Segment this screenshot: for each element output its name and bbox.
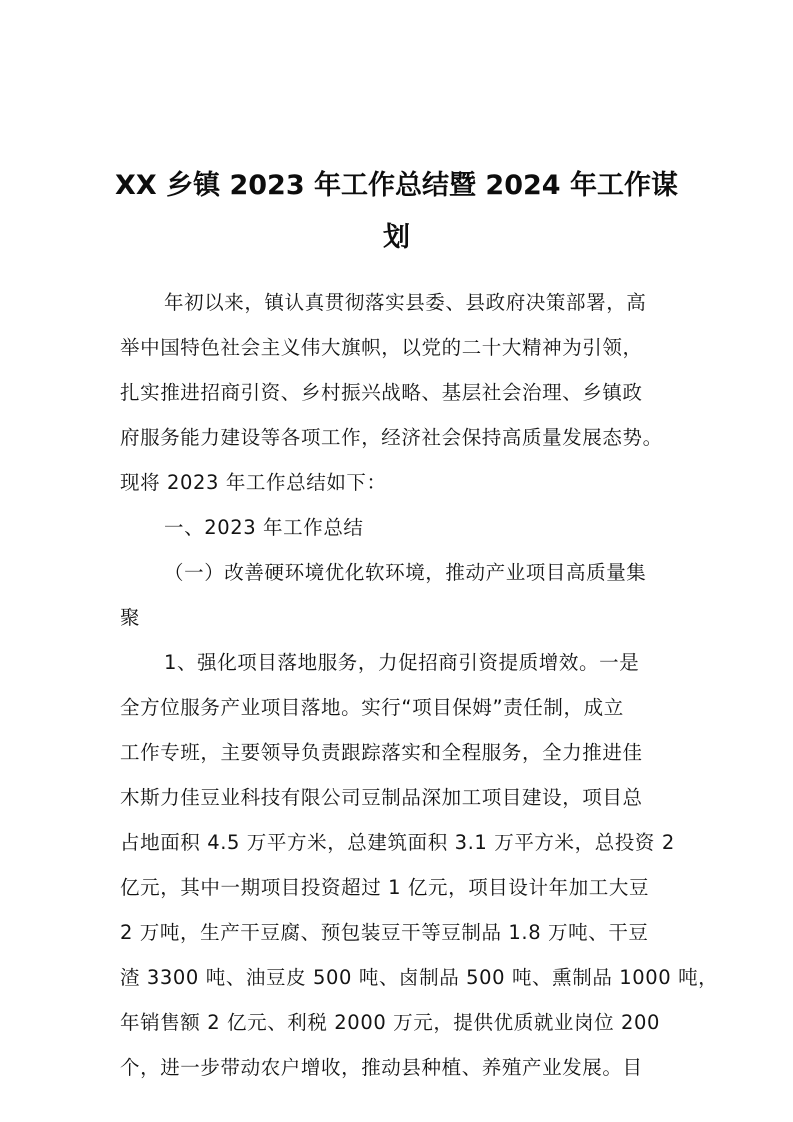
paragraph-item-1-line-4: 木斯力佳豆业科技有限公司豆制品深加工项目建设，项目总: [120, 786, 643, 809]
paragraph-item-1-line-3: 工作专班，主要领导负责跟踪落实和全程服务，全力推进佳: [120, 741, 643, 764]
paragraph-intro-line-4: 府服务能力建设等各项工作，经济社会保持高质量发展态势。: [120, 426, 663, 449]
paragraph-item-1-line-2: 全方位服务产业项目落地。实行“项目保姆”责任制，成立: [120, 696, 624, 719]
paragraph-intro-line-2: 举中国特色社会主义伟大旗帜，以党的二十大精神为引领，: [120, 336, 643, 359]
paragraph-intro-line-5: 现将 2023 年工作总结如下：: [120, 471, 387, 494]
paragraph-item-1-line-6: 亿元，其中一期项目投资超过 1 亿元，项目设计年加工大豆: [120, 876, 650, 899]
paragraph-intro-line-1: 年初以来，镇认真贯彻落实县委、县政府决策部署，高: [164, 291, 647, 314]
paragraph-item-1-line-1: 1、强化项目落地服务，力促招商引资提质增效。一是: [164, 651, 640, 674]
paragraph-item-1-line-9: 年销售额 2 亿元、利税 2000 万元，提供优质就业岗位 200: [120, 1011, 661, 1034]
section-heading-1: 一、2023 年工作总结: [164, 516, 364, 539]
subsection-heading-1-line-2: 聚: [120, 606, 141, 629]
paragraph-item-1-line-5: 占地面积 4.5 万平方米，总建筑面积 3.1 万平方米，总投资 2: [120, 831, 675, 854]
paragraph-intro-line-3: 扎实推进招商引资、乡村振兴战略、基层社会治理、乡镇政: [120, 381, 643, 404]
paragraph-item-1-line-8: 渣 3300 吨、油豆皮 500 吨、卤制品 500 吨、熏制品 1000 吨，: [120, 966, 719, 989]
paragraph-item-1-line-10: 个，进一步带动农户增收，推动县种植、养殖产业发展。目: [120, 1056, 643, 1079]
document-title-line-2: 划: [383, 222, 410, 253]
document-title-line-1: XX 乡镇 2023 年工作总结暨 2024 年工作谋: [115, 170, 678, 201]
subsection-heading-1-line-1: （一）改善硬环境优化软环境，推动产业项目高质量集: [164, 561, 647, 584]
paragraph-item-1-line-7: 2 万吨，生产干豆腐、预包装豆干等豆制品 1.8 万吨、干豆: [120, 921, 649, 944]
